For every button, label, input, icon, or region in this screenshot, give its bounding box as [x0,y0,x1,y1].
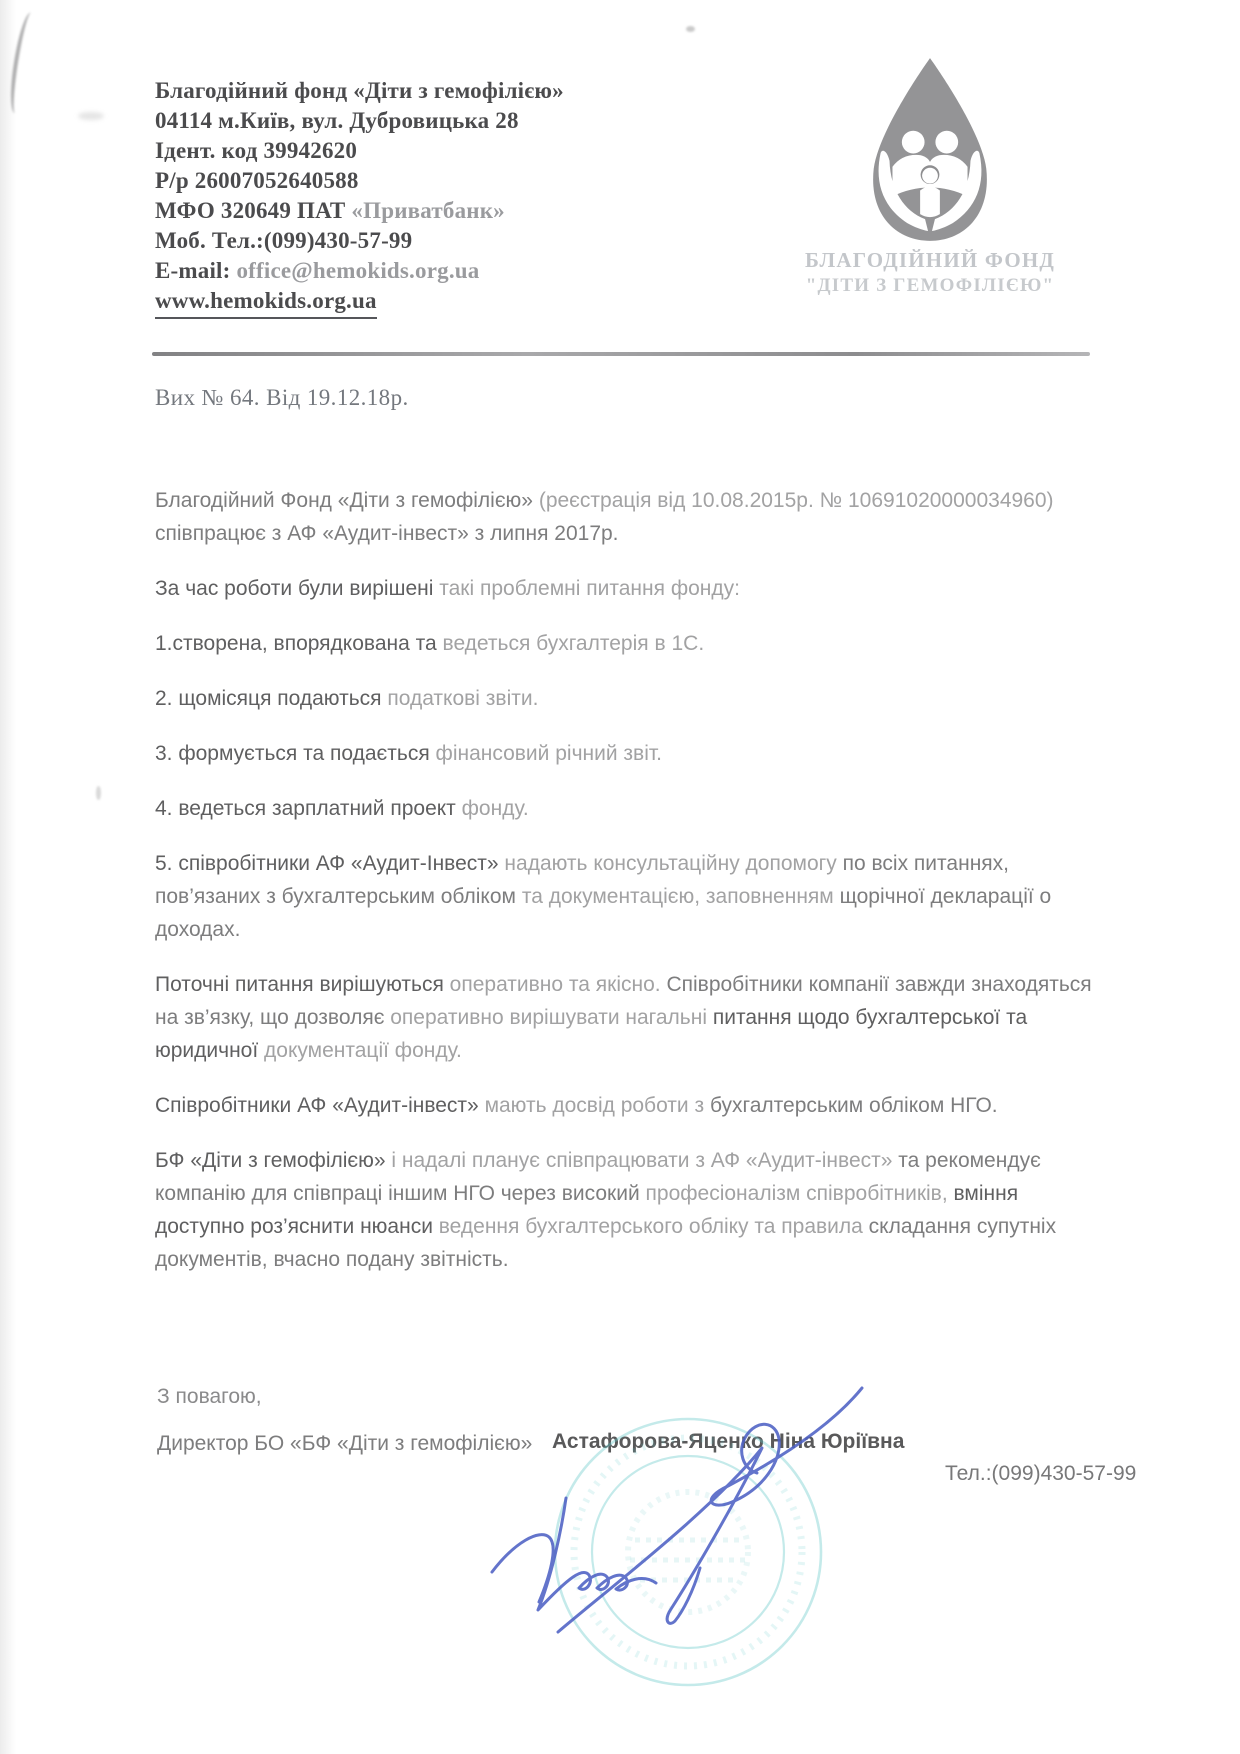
bank-prefix: МФО 320649 ПАТ [155,198,352,223]
paragraph-quality [155,968,1105,1067]
paragraph-lead [155,572,1105,605]
scan-speck [686,26,695,32]
list-item-1 [155,627,1105,660]
text-segment: оперативно вирішувати нагальні [390,1006,713,1029]
text-segment: документації фонду. [264,1039,462,1062]
contact-phone: Тел.:(099)430-57-99 [945,1462,1137,1485]
text-segment: і надалі планує співпрацювати з АФ «Аудит-інвест» [391,1149,899,1172]
list-item-5 [155,847,1105,946]
text-segment: 4. ведеться [155,797,272,820]
email-label: E-mail: [155,258,237,283]
list-item-4 [155,792,1105,825]
scan-speck [78,112,104,120]
signer-title: Директор БО «БФ «Діти з гемофілією» [157,1432,533,1455]
letterhead-website-line [155,286,564,319]
text-segment: співпрацює з АФ «Аудит-інвест» з липня 2017р. [155,522,619,545]
letterhead-bank [155,196,564,226]
list-item-3 [155,737,1105,770]
website-link: www.hemokids.org.ua [155,286,377,319]
signature-icon [492,1388,862,1632]
text-segment: мають досвід роботи з [484,1094,710,1117]
text-segment: питання щодо бухгалтерської та юридичної [155,1006,1028,1062]
text-segment: Співробітники компанії завжди знаходяться на зв’язку, що дозволяє [155,973,1092,1029]
letterhead [155,76,564,319]
text-segment: фінансовий річний звіт. [435,742,662,765]
text-segment: вміння доступно роз’яснити нюанси [155,1182,1019,1238]
letterhead-ident-code: Ідент. код 39942620 [155,138,358,163]
text-segment: бухгалтерським обліком НГО. [709,1094,998,1117]
text-segment: фонду. [461,797,529,820]
text-segment: податкові звіти. [387,687,539,710]
logo-caption-line1: БЛАГОДІЙНИЙ ФОНД [804,248,1056,272]
email-address: office@hemokids.org.ua [236,258,480,283]
scan-speck [96,786,101,800]
text-segment: по всіх питаннях, пов’язаних з бухгалтерським обліком [155,852,1009,908]
text-segment: За час роботи були вирішені [155,577,440,600]
text-segment: надають консультаційну допомогу [504,852,843,875]
text-segment: такі проблемні питання фонду: [439,577,740,600]
text-segment: Поточні питання вирішуються [155,973,450,996]
header-divider [152,352,1090,356]
logo-caption [780,248,1080,298]
text-segment: Благодійний Фонд «Діти з гемофілією» [155,489,539,512]
blood-drop-family-icon [851,50,1009,248]
text-segment: 3. формується та подається [155,742,436,765]
letterhead-account: Р/р 26007052640588 [155,168,359,193]
text-segment: оперативно та якісно. [449,973,667,996]
reference-line: Вих № 64. Від 19.12.18р. [155,385,409,410]
list-item-2 [155,682,1105,715]
text-segment: складання супутніх документів, вчасно подану звітність. [155,1215,1057,1271]
text-segment: Співробітники АФ «Аудит-інвест» [155,1094,485,1117]
logo-caption-line2: "ДІТИ З ГЕМОФІЛІЄЮ" [805,275,1055,296]
org-logo [780,50,1080,298]
letter-body [155,484,1105,1298]
paragraph-experience [155,1089,1105,1122]
paragraph-recommendation [155,1144,1105,1276]
letterhead-org-name: Благодійний фонд «Діти з гемофілією» [155,78,564,103]
text-segment: (реєстрація від 10.08.2015р. № 10691020000034960) [538,489,1054,512]
letterhead-address: 04114 м.Київ, вул. Дубровицька 28 [155,108,519,133]
text-segment: та документацією, заповненням [521,885,840,908]
text-segment: 5. співробітники АФ «Аудит-Інвест» [155,852,505,875]
stamp-and-signature [430,1240,950,1720]
text-segment: БФ «Діти з гемофілією» [155,1149,392,1172]
text-segment: та рекомендує компанію для співпраці іншим НГО через високий [155,1149,1041,1205]
letterhead-mobile-phone: Моб. Тел.:(099)430-57-99 [155,228,413,253]
text-segment: зарплатний проект [272,797,462,820]
text-segment: 2. щомісяця подаються [155,687,388,710]
bank-name: «Приватбанк» [351,198,505,223]
stamp-icon [555,1419,821,1685]
text-segment: ведення бухгалтерського обліку та правила [438,1215,869,1238]
text-segment: 1.створена, впорядкована та [155,632,443,655]
text-segment: професіоналізм співробітників, [645,1182,954,1205]
paragraph-intro [155,484,1105,550]
scan-edge-shadow [0,0,16,1754]
signer-name: Астафорова-Яценко Ніна Юріївна [552,1430,905,1453]
text-segment: ведеться бухгалтерія в 1С. [442,632,705,655]
text-segment: щорічної декларації о доходах. [155,885,1052,941]
letterhead-email-line [155,256,564,286]
closing-salutation: З повагою, [157,1385,262,1408]
